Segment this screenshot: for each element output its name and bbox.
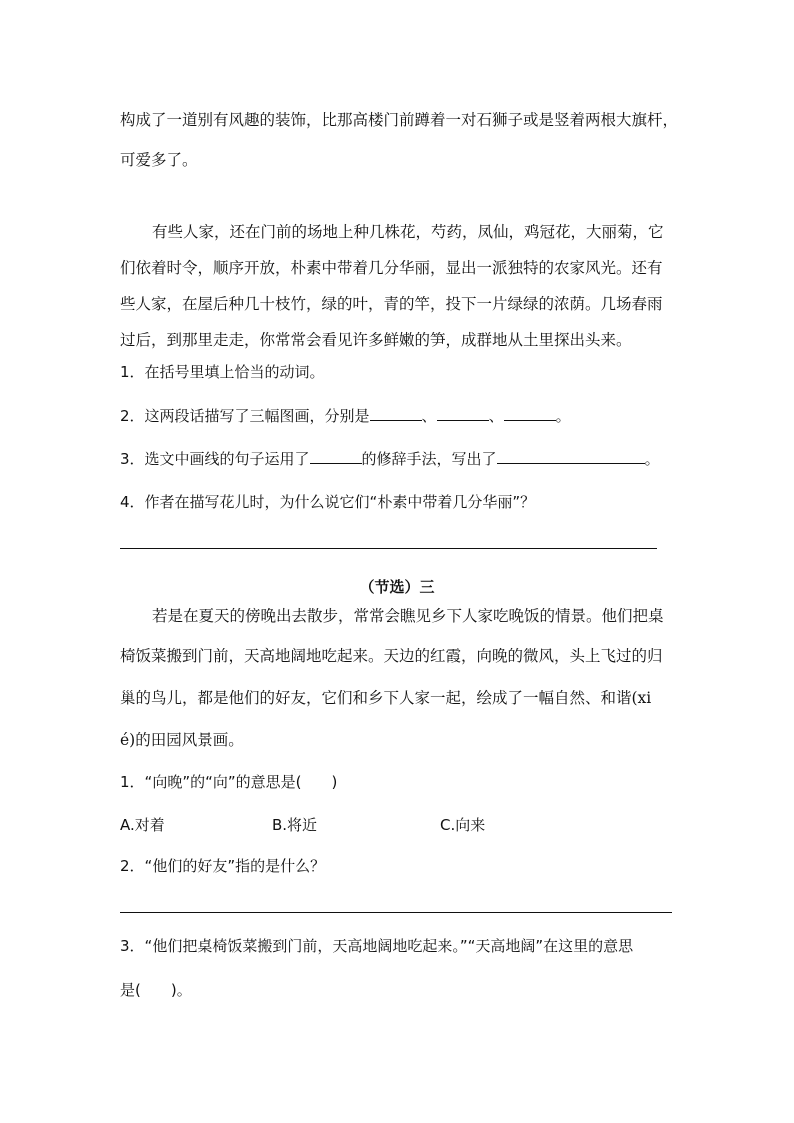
section2-question-3-line-2: 是( )。: [120, 981, 192, 999]
end-mark: 。: [644, 450, 660, 468]
passage2-line-3: 巢的鸟儿，都是他们的好友，它们和乡下人家一起，绘成了一幅自然、和谐(xi: [120, 689, 652, 707]
option-c[interactable]: C.向来: [440, 816, 486, 834]
question-3-text-b: 的修辞手法，写出了: [361, 450, 497, 468]
question-4: 4．作者在描写花儿时，为什么说它们“朴素中带着几分华丽”？: [120, 493, 536, 511]
passage2-line-4: é)的田园风景画。: [120, 731, 244, 749]
passage2-line-1: 若是在夏天的傍晚出去散步，常常会瞧见乡下人家吃晚饭的情景。他们把桌: [152, 607, 664, 625]
passage1-line-6: 过后，到那里走走，你常常会看见许多鲜嫩的笋，成群地从土里探出头来。: [120, 331, 632, 349]
answer-blank[interactable]: [310, 449, 362, 464]
answer-blank[interactable]: [437, 406, 489, 421]
question-2: [120, 406, 571, 426]
answer-blank[interactable]: [504, 406, 556, 421]
passage1-line-4: 们依着时令，顺序开放，朴素中带着几分华丽，显出一派独特的农家风光。还有: [120, 259, 663, 277]
question-1: 1．在括号里填上恰当的动词。: [120, 363, 325, 381]
section2-question-1: 1．“向晚”的“向”的意思是( ): [120, 773, 338, 791]
passage1-line-5: 些人家，在屋后种几十枝竹，绿的叶，青的竿，投下一片绿绿的浓荫。几场春雨: [120, 295, 663, 313]
question-3: [120, 449, 660, 469]
answer-line[interactable]: [120, 548, 657, 549]
passage1-line-1: 构成了一道别有风趣的装饰，比那高楼门前蹲着一对石狮子或是竖着两根大旗杆，: [120, 111, 679, 129]
answer-blank[interactable]: [497, 449, 645, 464]
section2-question-2: 2．“他们的好友”指的是什么？: [120, 857, 326, 875]
option-a[interactable]: A.对着: [120, 816, 165, 834]
question-2-text: 2．这两段话描写了三幅图画，分别是: [120, 407, 370, 425]
passage1-line-3: 有些人家，还在门前的场地上种几株花，芍药，凤仙，鸡冠花，大丽菊，它: [152, 223, 664, 241]
question-3-text-a: 3．选文中画线的句子运用了: [120, 450, 310, 468]
option-b[interactable]: B.将近: [272, 816, 318, 834]
passage2-line-2: 椅饭菜搬到门前，天高地阔地吃起来。天边的红霞，向晚的微风，头上飞过的归: [120, 647, 663, 665]
section-title: （节选）三: [359, 578, 435, 596]
end-mark: 。: [555, 407, 571, 425]
answer-blank[interactable]: [370, 406, 422, 421]
section2-question-3-line-1: 3．“他们把桌椅饭菜搬到门前，天高地阔地吃起来。”“天高地阔”在这里的意思: [120, 937, 634, 955]
separator: 、: [488, 407, 504, 425]
passage1-line-2: 可爱多了。: [120, 151, 198, 169]
separator: 、: [421, 407, 437, 425]
answer-line[interactable]: [120, 912, 672, 913]
